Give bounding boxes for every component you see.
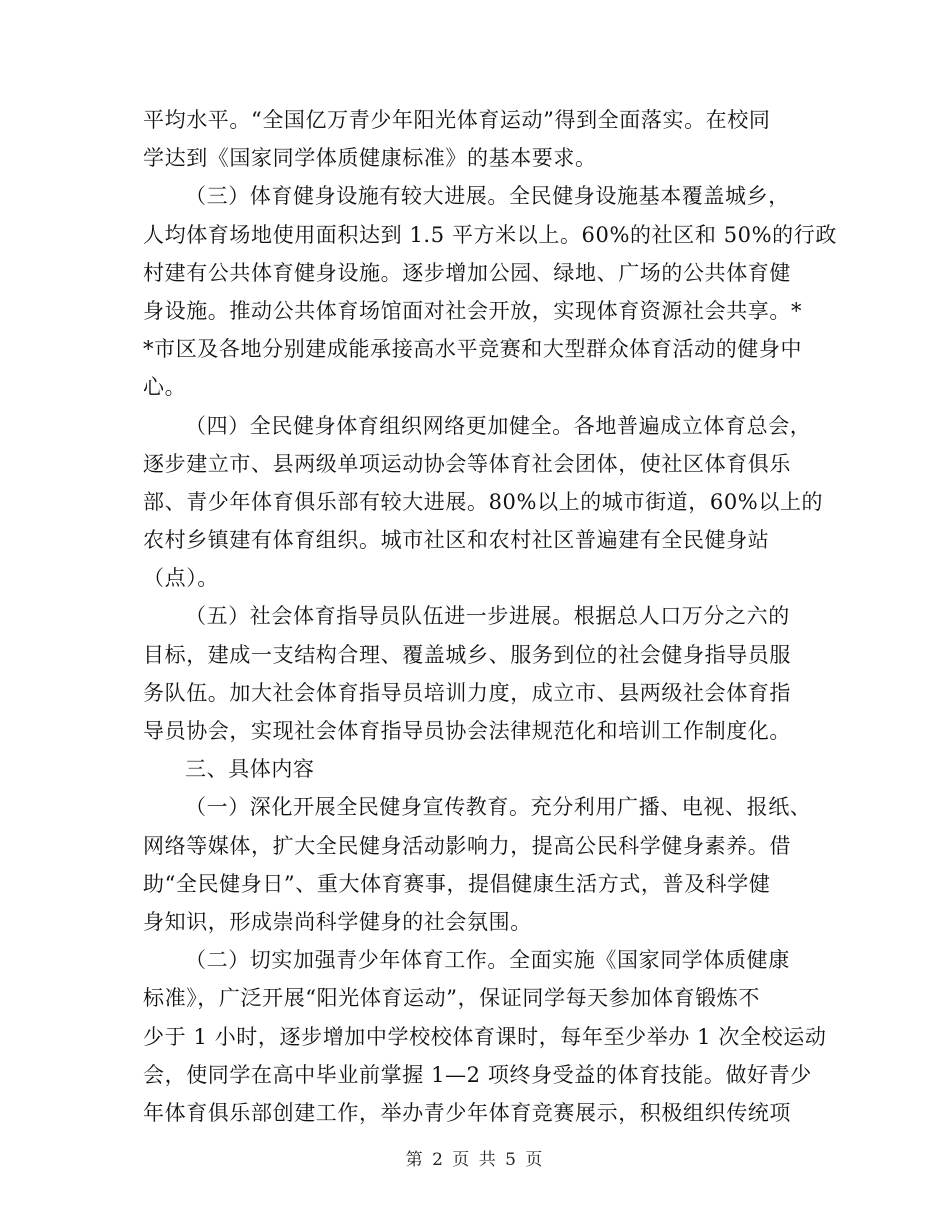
text-line: 农村乡镇建有体育组织。城市社区和农村社区普遍建有全民健身站 [143,528,770,553]
text-line: 会，使同学在高中毕业前掌握 1—2 项终身受益的体育技能。做好青少 [143,1062,812,1087]
text-line: 务队伍。加大社会体育指导员培训力度，成立市、县两级社会体育指 [143,680,791,705]
text-line: （一）深化开展全民健身宣传教育。充分利用广播、电视、报纸、 [185,795,812,820]
text-line: （四）全民健身体育组织网络更加健全。各地普遍成立体育总会， [185,413,812,438]
document-body [143,101,837,1132]
text-line: 助“全民健身日”、重大体育赛事，提倡健康生活方式，普及科学健 [143,871,771,896]
text-line: 心。 [143,375,187,400]
text-line: 部、青少年体育俱乐部有较大进展。80%以上的城市街道，60%以上的 [143,489,824,514]
text-line: 年体育俱乐部创建工作，举办青少年体育竞赛展示，积极组织传统项 [143,1100,791,1125]
text-line: （二）切实加强青少年体育工作。全面实施《国家同学体质健康 [185,948,790,973]
text-line: 身知识，形成崇尚科学健身的社会氛围。 [143,909,532,934]
text-line: 三、具体内容 [185,757,315,782]
text-line: 学达到《国家同学体质健康标准》的基本要求。 [143,146,597,171]
text-line: 逐步建立市、县两级单项运动协会等体育社会团体，使社区体育俱乐 [143,451,791,476]
text-line: 目标，建成一支结构合理、覆盖城乡、服务到位的社会健身指导员服 [143,642,791,667]
text-line: 少于 1 小时，逐步增加中学校校体育课时，每年至少举办 1 次全校运动 [143,1024,827,1049]
text-line: 身设施。推动公共体育场馆面对社会开放，实现体育资源社会共享。* [143,298,803,323]
text-line: *市区及各地分别建成能承接高水平竞赛和大型群众体育活动的健身中 [143,337,803,362]
text-line: 人均体育场地使用面积达到 1.5 平方米以上。60%的社区和 50%的行政 [143,222,837,247]
text-line: （三）体育健身设施有较大进展。全民健身设施基本覆盖城乡， [185,184,790,209]
text-line: 平均水平。“全国亿万青少年阳光体育运动”得到全面落实。在校同 [143,108,771,132]
text-line: 导员协会，实现社会体育指导员协会法律规范化和培训工作制度化。 [143,719,791,743]
text-line: （点）。 [143,566,219,591]
text-line: 标准》，广泛开展“阳光体育运动”，保证同学每天参加体育锻炼不 [143,986,760,1011]
page-number: 第 2 页 共 5 页 [405,1150,545,1170]
text-line: 村建有公共体育健身设施。逐步增加公园、绿地、广场的公共体育健 [143,260,791,285]
text-line: （五）社会体育指导员队伍进一步进展。根据总人口万分之六的 [185,604,790,629]
text-line: 网络等媒体，扩大全民健身活动影响力，提高公民科学健身素养。借 [143,833,791,858]
